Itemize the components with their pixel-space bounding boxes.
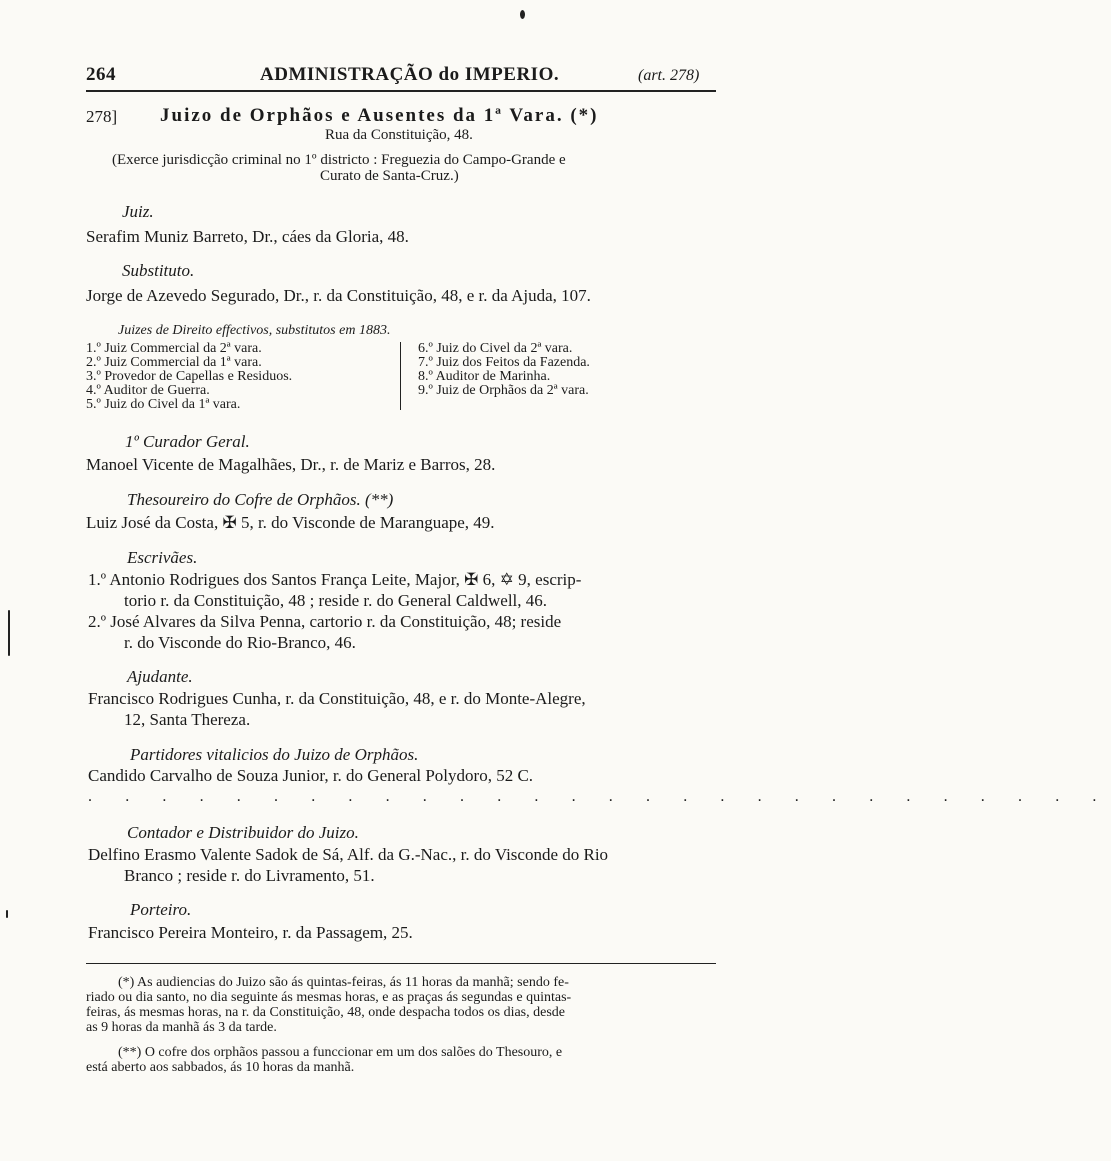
substitute-item: 1.º Juiz Commercial da 2ª vara.	[86, 341, 262, 356]
header-rule	[86, 90, 716, 92]
thesoureiro-entry: Luiz José da Costa, ✠ 5, r. do Visconde de Maranguape, 49.	[86, 513, 495, 532]
footnote-1: (*) As audiencias do Juizo são ás quintas-feiras, ás 11 horas da manhã; sendo fe-	[118, 975, 569, 990]
ajudante-entry-cont: 12, Santa Thereza.	[124, 710, 251, 729]
substitute-item: 2.º Juiz Commercial da 1ª vara.	[86, 355, 262, 370]
footnote-1-cont: feiras, ás mesmas horas, na r. da Constituição, 48, onde despacha todos os dias, desde	[86, 1005, 566, 1020]
thesoureiro-heading: Thesoureiro do Cofre de Orphãos. (**)	[127, 490, 394, 509]
page-number: 264	[86, 64, 116, 85]
curador-heading: 1º Curador Geral.	[125, 432, 250, 451]
running-title: ADMINISTRAÇÃO do IMPERIO.	[260, 64, 560, 85]
partidores-entry: Candido Carvalho de Souza Junior, r. do General Polydoro, 52 C.	[88, 766, 534, 785]
ajudante-entry: Francisco Rodrigues Cunha, r. da Constituição, 48, e r. do Monte-Alegre,	[88, 689, 586, 708]
contador-entry: Delfino Erasmo Valente Sadok de Sá, Alf. da G.-Nac., r. do Visconde do Rio	[88, 845, 609, 864]
substitute-item: 7.º Juiz dos Feitos da Fazenda.	[418, 355, 590, 370]
escrivaes-heading: Escrivães.	[127, 548, 198, 567]
footnote-1-cont: as 9 horas da manhã ás 3 da tarde.	[86, 1020, 277, 1035]
curador-entry: Manoel Vicente de Magalhães, Dr., r. de Mariz e Barros, 28.	[86, 455, 496, 474]
contador-heading: Contador e Distribuidor do Juizo.	[127, 823, 359, 842]
partidores-heading: Partidores vitalicios do Juizo de Orphãos.	[130, 745, 419, 764]
substitutes-heading: Juizes de Direito effectivos, substitutos em 1883.	[118, 323, 391, 338]
section-number: 278]	[86, 107, 118, 126]
substitute-item: 6.º Juiz do Civel da 2ª vara.	[418, 341, 573, 356]
substitute-item: 4.º Auditor de Guerra.	[86, 383, 210, 398]
juiz-entry: Serafim Muniz Barreto, Dr., cáes da Gloria, 48.	[86, 227, 409, 246]
porteiro-heading: Porteiro.	[130, 900, 192, 919]
porteiro-entry: Francisco Pereira Monteiro, r. da Passagem, 25.	[88, 923, 413, 942]
escrivao-1-cont: torio r. da Constituição, 48 ; reside r. do General Caldwell, 46.	[124, 591, 548, 610]
escrivao-2: 2.º José Alvares da Silva Penna, cartorio r. da Constituição, 48; reside	[88, 612, 562, 631]
juiz-heading: Juiz.	[122, 202, 154, 221]
substitute-item: 9.º Juiz de Orphãos da 2ª vara.	[418, 383, 589, 398]
footnote-rule	[86, 963, 716, 964]
jurisdiction-note-cont: Curato de Santa-Cruz.)	[320, 168, 459, 184]
escrivao-1: 1.º Antonio Rodrigues dos Santos França Leite, Major, ✠ 6, ✡ 9, escrip-	[88, 570, 582, 589]
footnote-2-cont: está aberto aos sabbados, ás 10 horas da manhã.	[86, 1060, 355, 1075]
footnote-1-cont: riado ou dia santo, no dia seguinte ás mesmas horas, e as praças ás segundas e quintas-	[86, 990, 572, 1005]
margin-mark	[8, 610, 10, 656]
margin-mark	[6, 910, 8, 918]
substitute-item: 3.º Provedor de Capellas e Residuos.	[86, 369, 293, 384]
column-divider	[400, 342, 401, 410]
substituto-heading: Substituto.	[122, 261, 195, 280]
footnote-2: (**) O cofre dos orphãos passou a funccionar em um dos salões do Thesouro, e	[118, 1045, 563, 1060]
dotted-leader: . . . . . . . . . . . . . . . . . . . . . . . . . . . .	[88, 788, 1111, 805]
section-address: Rua da Constituição, 48.	[325, 127, 473, 143]
ajudante-heading: Ajudante.	[127, 667, 193, 686]
substituto-entry: Jorge de Azevedo Segurado, Dr., r. da Constituição, 48, e r. da Ajuda, 107.	[86, 286, 591, 305]
section-title: Juizo de Orphãos e Ausentes da 1ª Vara. (*)	[160, 105, 599, 126]
jurisdiction-note: (Exerce jurisdicção criminal no 1º districto : Freguezia do Campo-Grande e	[112, 152, 566, 168]
substitute-item: 8.º Auditor de Marinha.	[418, 369, 551, 384]
substitute-item: 5.º Juiz do Civel da 1ª vara.	[86, 397, 241, 412]
escrivao-2-cont: r. do Visconde do Rio-Branco, 46.	[124, 633, 356, 652]
article-reference: (art. 278)	[638, 67, 700, 84]
contador-entry-cont: Branco ; reside r. do Livramento, 51.	[124, 866, 375, 885]
ink-spot	[520, 10, 525, 19]
